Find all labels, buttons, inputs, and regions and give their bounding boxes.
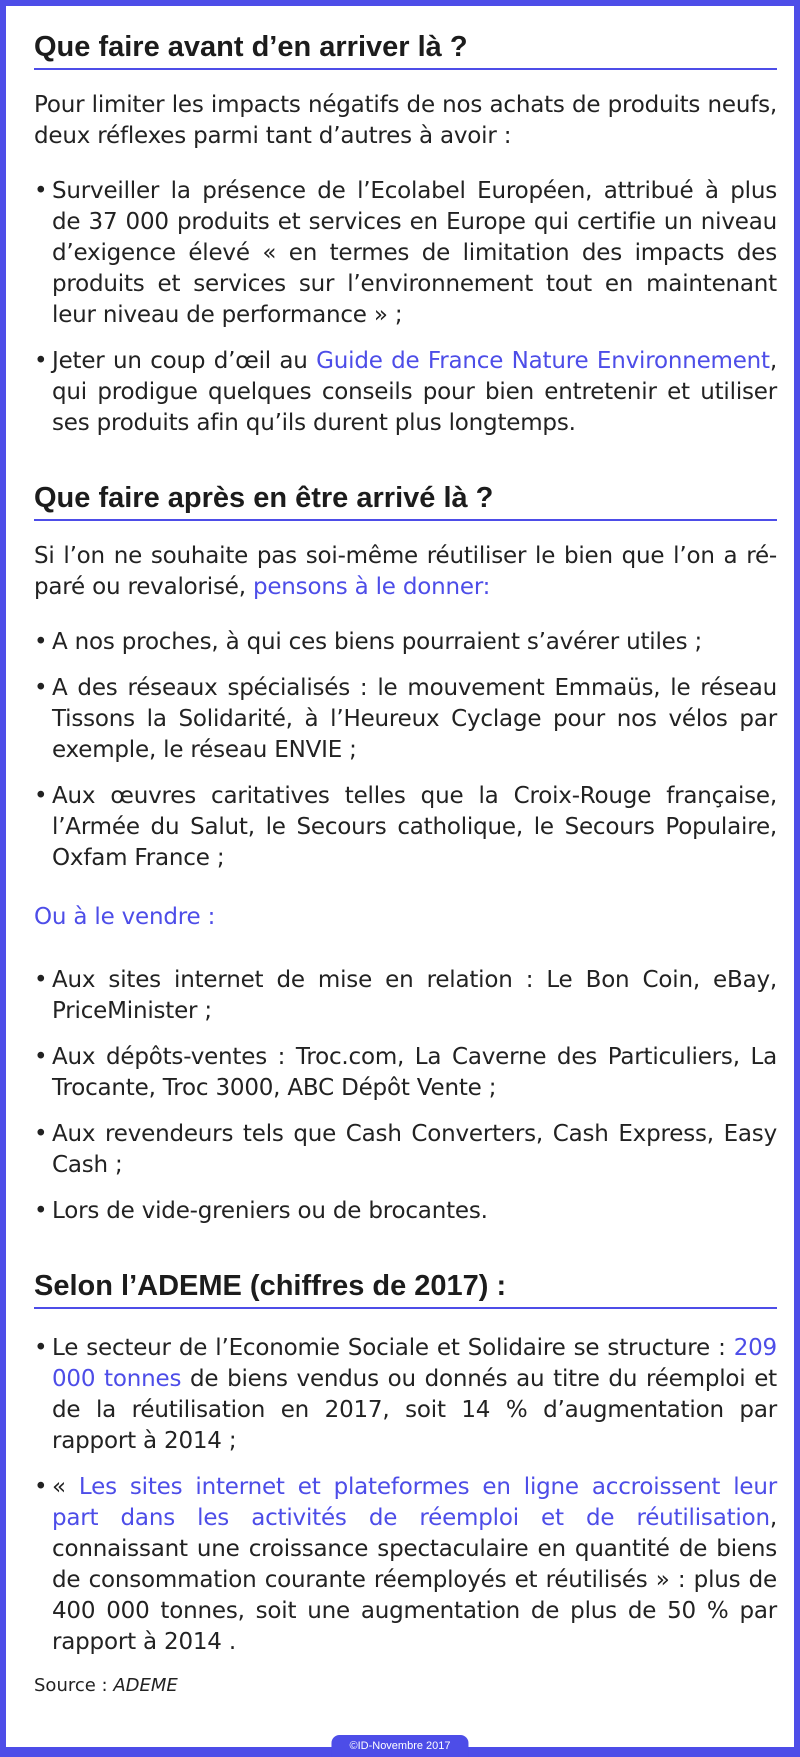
- intro-text: Si l’on ne souhaite pas soi-même réutiliser le bien que l’on a ré-paré ou revalorisé,: [34, 543, 777, 600]
- list-item-text-prefix: Le secteur de l’Economie Sociale et Solidaire se structure :: [52, 1335, 734, 1361]
- list-item-text: Aux sites internet de mise en relation : Le Bon Coin, eBay, PriceMinister ;: [52, 967, 777, 1024]
- list-item: [34, 1472, 777, 1658]
- list-item-text-prefix: Jeter un coup d’œil au: [52, 348, 317, 374]
- list-item-text: A des réseaux spécialisés : le mouvement Emmaüs, le réseau Tissons la Solidarité, à l’Heureux Cyclage pour nos vélos par exemple, le réseau ENVIE ;: [52, 675, 777, 763]
- section-ademe: [34, 1265, 777, 1699]
- list-item: [34, 673, 777, 766]
- bullet-icon: •: [34, 675, 48, 701]
- content: [34, 26, 777, 1699]
- list-item-text-suffix: , connaissant une croissance spectaculaire en quantité de biens de consommation courante réemployés et réutilisés » : plus de 400 000 tonnes, soit une augmentation de plus de 50 % par rapport à 2014 .: [52, 1505, 777, 1655]
- bullet-icon: •: [34, 967, 48, 993]
- section-before: [34, 26, 777, 439]
- bullet-list-ademe: [34, 1333, 777, 1658]
- list-item: [34, 1333, 777, 1457]
- list-item-text: A nos proches, à qui ces biens pourraient s’avérer utiles ;: [52, 629, 703, 655]
- section-intro-after: [34, 541, 777, 603]
- source-line: [34, 1673, 777, 1699]
- list-item: [34, 965, 777, 1027]
- list-item: [34, 627, 777, 658]
- list-item-text: Surveiller la présence de l’Ecolabel Européen, attribué à plus de 37 000 produits et services en Europe qui certifie un niveau d’exigence élevé « en termes de limitation des impacts des produits et services sur l’environnement tout en maintenant leur niveau de performance » ;: [52, 178, 777, 328]
- list-item: [34, 781, 777, 874]
- bullet-icon: •: [34, 629, 48, 655]
- copyright-badge: ©ID-Novembre 2017: [331, 1735, 468, 1757]
- list-item: [34, 1196, 777, 1227]
- section-intro-before: Pour limiter les impacts négatifs de nos achats de produits neufs, deux réflexes parmi tant d’autres à avoir :: [34, 92, 777, 149]
- bullet-icon: •: [34, 1335, 48, 1361]
- list-item: [34, 1119, 777, 1181]
- bullet-list-donate: [34, 627, 777, 874]
- bullet-icon: •: [34, 1121, 48, 1147]
- section-after: [34, 477, 777, 1227]
- list-item-text: Lors de vide-greniers ou de brocantes.: [52, 1198, 488, 1224]
- bullet-list-before: [34, 176, 777, 439]
- donate-link[interactable]: pensons à le donner:: [252, 574, 491, 600]
- list-item-text-prefix: «: [52, 1474, 79, 1500]
- guide-fne-link[interactable]: Guide de France Nature Environnement: [316, 348, 770, 374]
- section-title-after: Que faire après en être arrivé là ?: [34, 477, 777, 521]
- bullet-icon: •: [34, 178, 48, 204]
- list-item-text-suffix: , qui prodigue quelques conseils pour bien entretenir et utiliser ses produits afin qu’ils durent plus longtemps.: [52, 348, 778, 436]
- bullet-list-sell: [34, 965, 777, 1227]
- list-item-text: Aux dépôts-ventes : Troc.com, La Caverne des Particuliers, La Trocante, Troc 3000, ABC Dépôt Vente ;: [52, 1044, 777, 1101]
- section-title-ademe: Selon l’ADEME (chiffres de 2017) :: [34, 1265, 777, 1309]
- list-item-text: Aux revendeurs tels que Cash Converters, Cash Express, Easy Cash ;: [52, 1121, 777, 1178]
- list-item-text: Aux œuvres caritatives telles que la Croix-Rouge française, l’Armée du Salut, le Secours catholique, le Secours Populaire, Oxfam France ;: [52, 783, 777, 871]
- section-title-before: Que faire avant d’en arriver là ?: [34, 26, 777, 70]
- bullet-icon: •: [34, 783, 48, 809]
- bullet-icon: •: [34, 1198, 48, 1224]
- bullet-icon: •: [34, 348, 48, 374]
- bullet-icon: •: [34, 1474, 48, 1500]
- source-value: ADEME: [113, 1675, 178, 1696]
- tonnes-link[interactable]: 209 000 tonnes: [52, 1335, 777, 1392]
- list-item: [34, 1042, 777, 1104]
- list-item: [34, 176, 777, 331]
- list-item: [34, 346, 777, 439]
- platforms-link[interactable]: Les sites internet et plateformes en ligne accroissent leur part dans les activités de réemploi et de réutilisation: [52, 1474, 777, 1531]
- list-item-text-suffix: de biens vendus ou donnés au titre du réemploi et de la réutilisation en 2017, soit 14 % d’augmentation par rapport à 2014 ;: [52, 1366, 777, 1454]
- sell-heading: Ou à le vendre :: [34, 904, 216, 930]
- bullet-icon: •: [34, 1044, 48, 1070]
- source-label: Source :: [34, 1675, 114, 1696]
